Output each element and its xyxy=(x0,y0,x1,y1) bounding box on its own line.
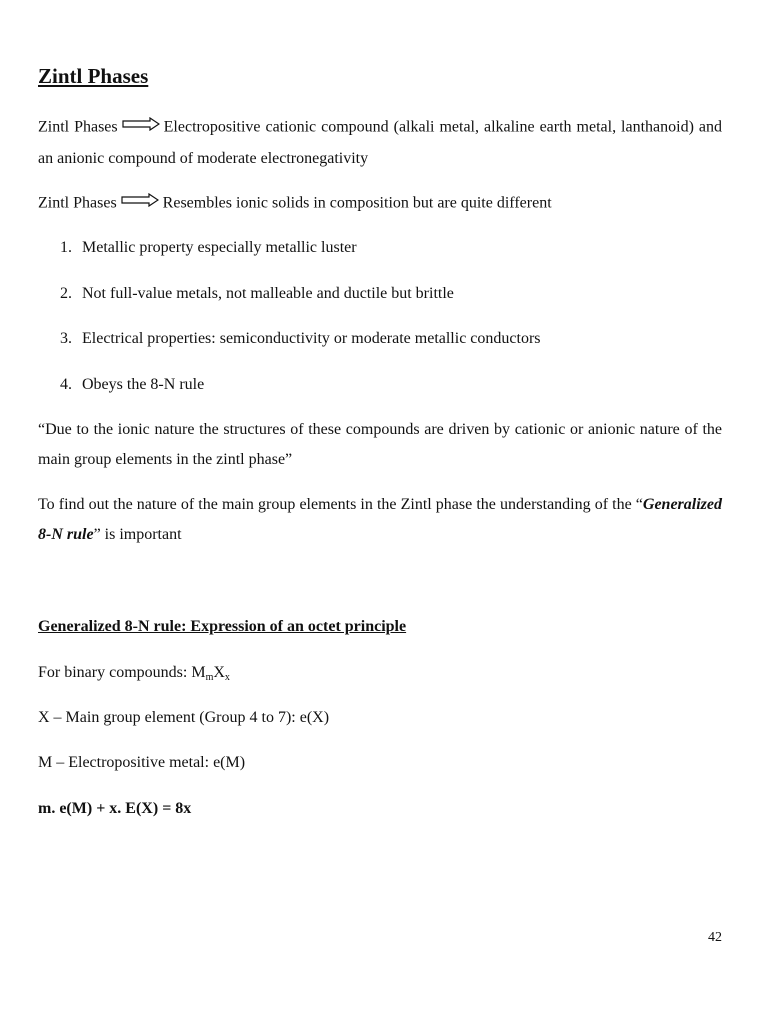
m-definition: M – Electropositive metal: e(M) xyxy=(38,754,246,771)
list-item: 2. Not full-value metals, not malleable and ductile but brittle xyxy=(60,285,454,302)
equation: m. e(M) + x. E(X) = 8x xyxy=(38,800,192,817)
definition-paragraph-2 xyxy=(38,188,552,220)
list-item: 4. Obeys the 8-N rule xyxy=(60,376,205,393)
emphasized-term: Generalized 8-N rule xyxy=(38,496,722,543)
quote-paragraph: “Due to the ionic nature the structures of these compounds are driven by cationic or anionic nature of the main group elements in the zintl phase” xyxy=(38,421,722,468)
understanding-paragraph: To find out the nature of the main group elements in the Zintl phase the understanding of the “Generalized 8-N rule” is important xyxy=(38,496,722,543)
definition-text: Resembles ionic solids in composition but are quite different xyxy=(162,194,552,212)
definition-term: Zintl Phases xyxy=(38,118,118,136)
list-item: 1. Metallic property especially metallic luster xyxy=(60,239,357,256)
page-number: 42 xyxy=(708,930,722,945)
list-item: 3. Electrical properties: semiconductivity or moderate metallic conductors xyxy=(60,330,541,347)
x-definition: X – Main group element (Group 4 to 7): e(X) xyxy=(38,709,330,726)
double-right-arrow-icon xyxy=(122,112,160,142)
section-heading: Generalized 8-N rule: Expression of an octet principle xyxy=(38,618,407,635)
page-title: Zintl Phases xyxy=(38,64,149,88)
definition-paragraph-1 xyxy=(38,112,722,174)
definition-text: Electropositive cationic compound (alkali metal, alkaline earth metal, lanthanoid) and an anionic compound of moderate electronegativity xyxy=(38,118,722,167)
definition-term: Zintl Phases xyxy=(38,194,117,212)
double-right-arrow-icon xyxy=(121,188,159,218)
binary-compounds-line: For binary compounds: $M_mX_x$ xyxy=(38,664,230,683)
